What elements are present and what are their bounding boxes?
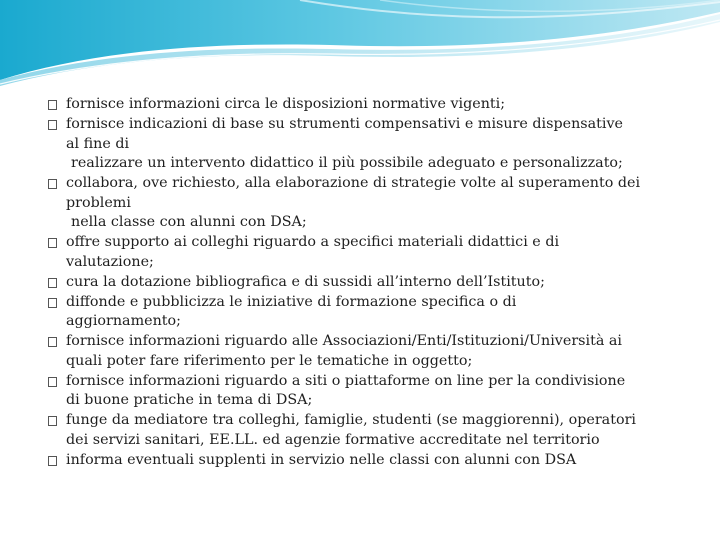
empty-square-bullet-icon xyxy=(48,278,57,288)
empty-square-bullet-icon xyxy=(48,416,57,426)
list-item-text: fornisce informazioni riguardo a siti o piattaforme on line per la condivisione xyxy=(66,372,626,389)
list-item-text: fornisce indicazioni di base su strumenti compensativi e misure dispensative xyxy=(66,116,624,132)
list-item xyxy=(48,95,688,115)
header-wave-decoration xyxy=(0,0,720,90)
list-item-text: valutazione; xyxy=(66,253,154,270)
list-item-text: al fine di xyxy=(66,135,130,152)
list-item xyxy=(48,332,688,371)
empty-square-bullet-icon xyxy=(48,337,57,347)
list-item-text: fornisce informazioni circa le disposizioni normative vigenti; xyxy=(66,96,506,112)
empty-square-bullet-icon xyxy=(48,298,57,308)
list-item-text: nella classe con alunni con DSA; xyxy=(71,214,307,230)
list-item-text: offre supporto ai colleghi riguardo a specifici materiali didattici e di xyxy=(66,234,560,250)
bullet-list xyxy=(48,95,688,471)
list-item-text: informa eventuali supplenti in servizio nelle classi con alunni con DSA xyxy=(66,451,577,468)
empty-square-bullet-icon xyxy=(48,120,57,130)
list-item-text: aggiornamento; xyxy=(66,313,181,329)
list-item-text: diffonde e pubblicizza le iniziative di formazione specifica o di xyxy=(66,293,517,310)
list-item-text: quali poter fare riferimento per le tematiche in oggetto; xyxy=(66,352,473,369)
list-item xyxy=(48,233,688,272)
list-item xyxy=(48,451,688,471)
empty-square-bullet-icon xyxy=(48,100,57,110)
empty-square-bullet-icon xyxy=(48,456,57,466)
list-item xyxy=(48,411,688,450)
list-item xyxy=(48,372,688,411)
list-item-text: fornisce informazioni riguardo alle Associazioni/Enti/Istituzioni/Università ai xyxy=(66,333,622,349)
empty-square-bullet-icon xyxy=(48,238,57,248)
list-item xyxy=(48,115,688,174)
list-item-text: realizzare un intervento didattico il più possibile adeguato e personalizzato; xyxy=(71,155,623,171)
list-item-text: funge da mediatore tra colleghi, famiglie, studenti (se maggiorenni), operatori xyxy=(66,412,636,428)
list-item xyxy=(48,273,688,293)
list-item-text: collabora, ove richiesto, alla elaborazione di strategie volte al superamento dei xyxy=(66,175,641,191)
list-item-text: di buone pratiche in tema di DSA; xyxy=(66,392,313,408)
list-item-text: problemi xyxy=(66,194,131,211)
empty-square-bullet-icon xyxy=(48,179,57,189)
list-item-text: cura la dotazione bibliografica e di sussidi all’interno dell’Istituto; xyxy=(66,273,545,290)
list-item xyxy=(48,174,688,233)
empty-square-bullet-icon xyxy=(48,377,57,387)
list-item-text: dei servizi sanitari, EE.LL. ed agenzie formative accreditate nel territorio xyxy=(66,431,600,448)
list-item xyxy=(48,293,688,332)
